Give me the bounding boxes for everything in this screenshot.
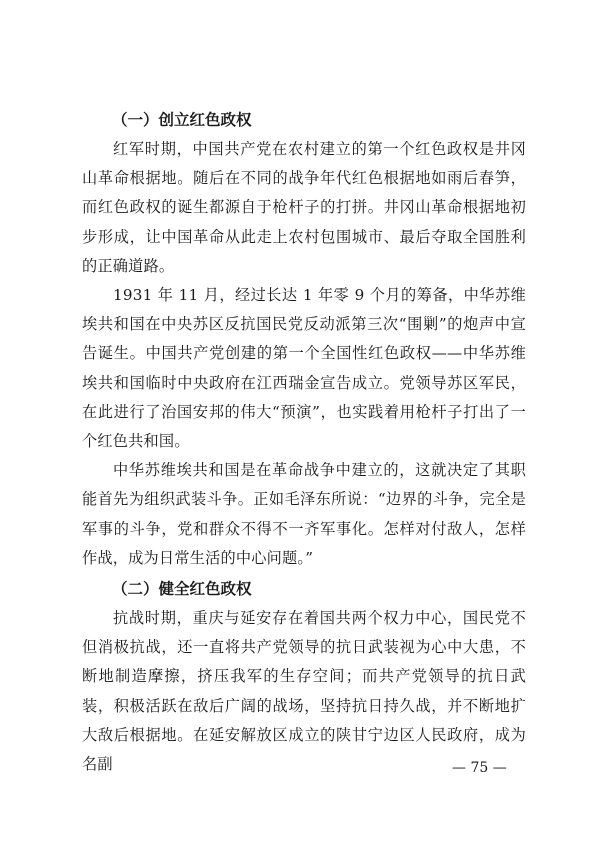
page-number: — 75 — [452, 760, 507, 776]
paragraph: 红军时期，中国共产党在农村建立的第一个红色政权是井冈山革命根据地。随后在不同的战争年代红色根据地如雨后春笋，而红色政权的诞生都源自于枪杆子的打拼。井冈山革命根据地初步形成，让中国革命从此走上农村包围城市、最后夺取全国胜利的正确道路。 [82, 140, 526, 275]
section-heading-2: （二）健全红色政权 [112, 580, 252, 599]
paragraph: 抗战时期，重庆与延安存在着国共两个权力中心，国民党不但消极抗战，还一直将共产党领导的抗日武装视为心中大患，不断地制造摩擦，挤压我军的生存空间；而共产党领导的抗日武装，积极活跃在敌后广阔的战场，坚持抗日持久战，并不断地扩大敌后根据地。在延安解放区成立的陕甘宁边区人民政府，成为名副 [82, 609, 526, 774]
section-heading-1: （一）创立红色政权 [112, 111, 252, 129]
paragraph: 1931 年 11 月，经过长达 1 年零 9 个月的筹备，中华苏维埃共和国在中央苏区反抗国民党反动派第三次“围剿”的炮声中宣告诞生。中国共产党创建的第一个全国性红色政权——中华苏维埃共和国临时中央政府在江西瑞金宣告成立。党领导苏区军民，在此进行了治国安邦的伟大“预演”，也实践着用枪杆子打出了一个红色共和国。 [82, 286, 526, 451]
page-body [82, 104, 526, 779]
paragraph: 中华苏维埃共和国是在革命战争中建立的，这就决定了其职能首先为组织武装斗争。正如毛泽东所说：“边界的斗争，完全是军事的斗争，党和群众不得不一齐军事化。怎样对付敌人，怎样作战，成为日常生活的中心问题。” [82, 461, 526, 567]
